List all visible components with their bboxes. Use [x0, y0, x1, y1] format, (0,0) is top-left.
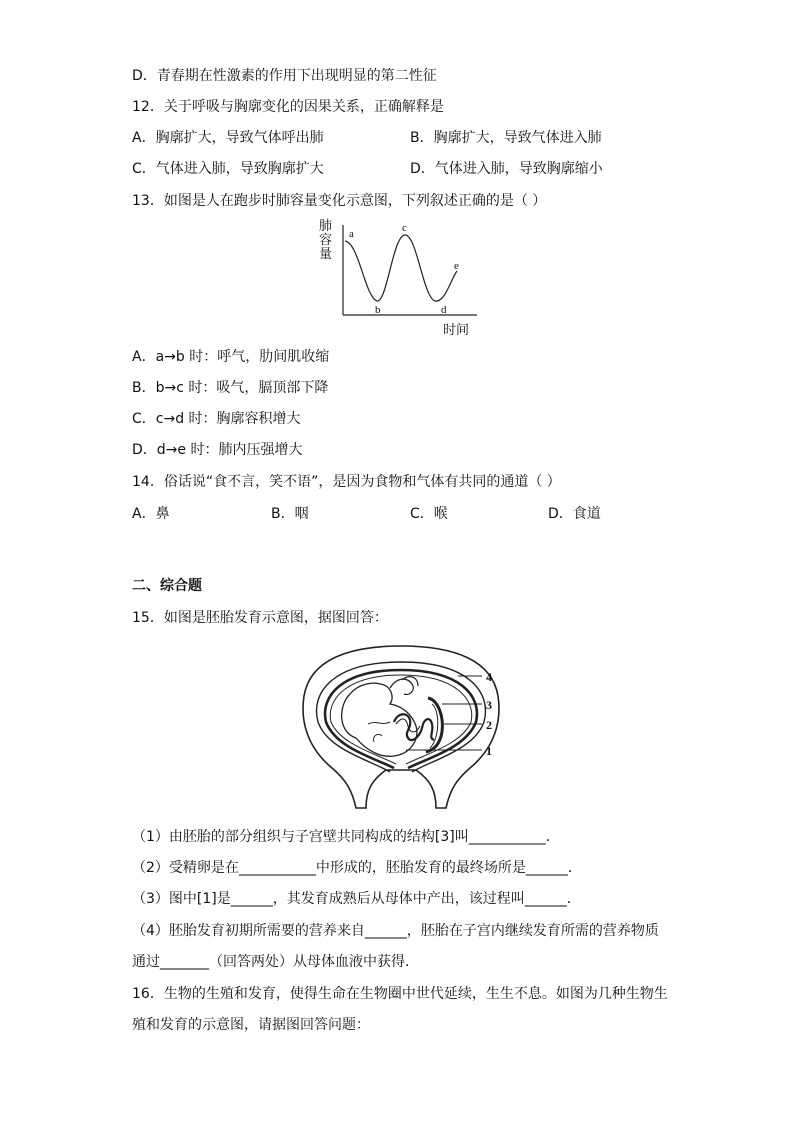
- q13-stem: 13．如图是人在跑步时肺容量变化示意图，下列叙述正确的是（ ）: [132, 193, 547, 209]
- q12-option-c: C．气体进入肺，导致胸廓扩大: [132, 161, 324, 177]
- q13-option-b: B．b→c 时：吸气，膈顶部下降: [132, 380, 329, 396]
- q16-stem-line-1: 16．生物的生殖和发育，使得生命在生物圈中世代延续，生生不息。如图为几种生物生: [132, 986, 668, 1002]
- label-2: 2: [486, 718, 492, 732]
- q15-stem: 15．如图是胚胎发育示意图，据图回答：: [132, 610, 388, 626]
- umbilical-cord: [394, 714, 434, 740]
- point-label-c: c: [402, 222, 407, 234]
- q14-option-b: B．咽: [271, 506, 309, 522]
- point-label-a: a: [349, 228, 354, 240]
- q13-option-d: D．d→e 时：肺内压强增大: [132, 442, 303, 458]
- prev-question-option-d: D．青春期在性激素的作用下出现明显的第二性征: [132, 68, 437, 84]
- q15-subquestion-2: （2）受精卵是在___________中形成的，胚胎发育的最终场所是______．: [132, 860, 582, 876]
- embryo-development-figure: [298, 640, 504, 812]
- q14-option-c: C．喉: [410, 506, 448, 522]
- lung-capacity-curve: [345, 235, 457, 301]
- y-label-char-1: 肺: [319, 218, 333, 233]
- q15-subquestion-4-line-1: （4）胚胎发育初期所需要的营养来自______，胚胎在子宫内继续发育所需的营养物质: [132, 923, 659, 939]
- q12-stem: 12．关于呼吸与胸廓变化的因果关系，正确解释是: [132, 99, 444, 115]
- label-3: 3: [486, 698, 492, 712]
- label-1: 1: [486, 744, 492, 758]
- point-label-d: d: [441, 304, 447, 316]
- fetus-arm: [368, 722, 390, 724]
- fetus-leg: [390, 679, 413, 694]
- point-label-b: b: [375, 304, 381, 316]
- q14-option-a: A．鼻: [132, 506, 170, 522]
- fetus-ear: [374, 734, 382, 742]
- q15-subquestion-1: （1）由胚胎的部分组织与子宫壁共同构成的结构[3]叫___________．: [132, 829, 560, 845]
- q12-option-a: A．胸廓扩大，导致气体呼出肺: [132, 130, 324, 146]
- point-label-e: e: [454, 260, 459, 272]
- y-label-char-2: 容: [319, 232, 333, 247]
- q16-stem-line-2: 殖和发育的示意图，请据图回答问题：: [132, 1017, 370, 1033]
- q13-option-c: C．c→d 时：胸廓容积增大: [132, 411, 301, 427]
- q13-option-a: A．a→b 时：呼气，肋间肌收缩: [132, 349, 330, 365]
- x-label: 时间: [443, 322, 470, 337]
- section-heading: 二、综合题: [132, 578, 202, 594]
- lung-capacity-chart: [315, 217, 485, 342]
- placenta-inner: [430, 704, 438, 748]
- q15-subquestion-4-line-2: 通过_______（回答两处）从母体血液中获得．: [132, 954, 419, 970]
- q12-option-b: B．胸廓扩大，导致气体进入肺: [410, 130, 602, 146]
- label-4: 4: [486, 670, 492, 684]
- q14-stem: 14．俗话说“食不言，笑不语”，是因为食物和气体有共同的通道（ ）: [132, 474, 561, 490]
- q14-option-d: D．食道: [548, 506, 601, 522]
- y-label-char-3: 量: [319, 246, 333, 261]
- q15-subquestion-3: （3）图中[1]是______，其发育成熟后从母体中产出，该过程叫______．: [132, 891, 581, 907]
- q12-option-d: D．气体进入肺，导致胸廓缩小: [410, 161, 603, 177]
